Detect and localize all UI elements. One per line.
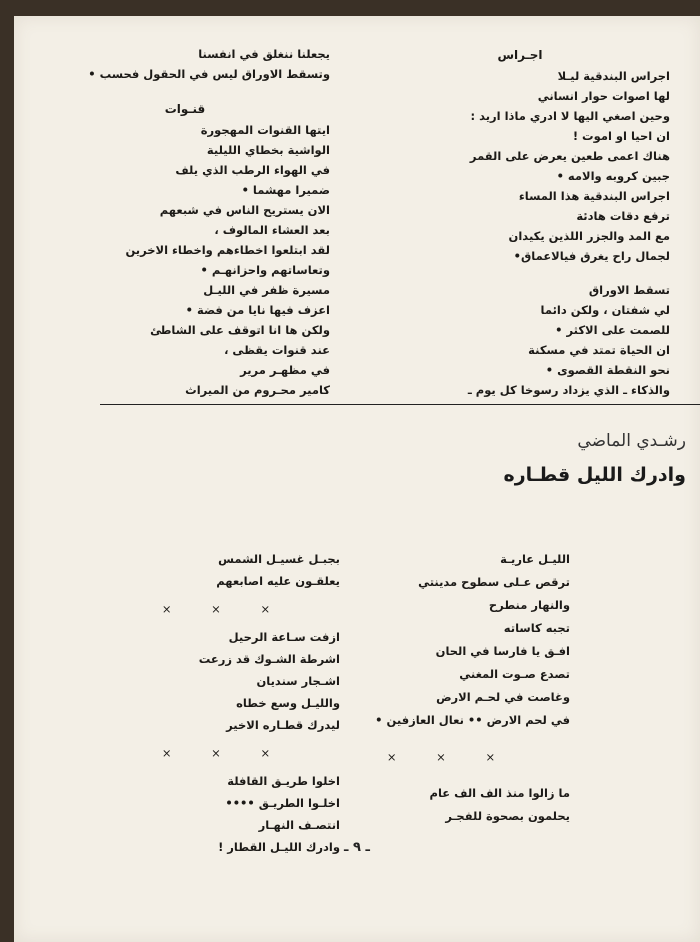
poem-line: والنهار منطرح (488, 598, 570, 612)
poem-line: اعزف فيها نايا من فضة • (185, 303, 330, 317)
document-page (14, 16, 700, 942)
poem-line: وتسقط الاوراق ليس في الحقول فحسب • (88, 67, 330, 81)
poem-line: ترقص عـلى سطوح مدينتي (418, 575, 570, 589)
poem-line: لها اصوات حوار انساني (537, 89, 670, 103)
poem-line: للصمت على الاكثر • (555, 323, 670, 337)
spacer (40, 84, 330, 98)
poem-line: ازفت سـاعة الرحيل (228, 630, 340, 644)
section-divider (100, 404, 700, 405)
poem-stanza-1 (330, 548, 570, 732)
poem-title: وادرك الليل قطـاره (503, 464, 686, 486)
poem-line: مسيرة ظفر في الليـل (203, 283, 330, 297)
author-name: رشـدي الماضي (577, 431, 686, 451)
poem-line: اخلوا طريـق القافلة (227, 774, 340, 788)
poem-line: يحلمون بصحوة للفجـر (445, 809, 570, 823)
poem-line: والذكاء ـ الذي يزداد رسوخا كل يوم ـ (467, 383, 670, 397)
poem-line: والليـل وسع خطاه (236, 696, 340, 710)
poem-tasqut (370, 300, 670, 400)
poem-line: اجراس البندقية هذا المساء (518, 189, 670, 203)
poem-stanza-2 (330, 782, 570, 828)
poem-line: ضميرا مهشما • (241, 183, 330, 197)
poem-line: وادرك الليـل القطار ! (218, 840, 340, 854)
poem-line: لجمال راح يغرق فيالاعماق• (513, 249, 670, 263)
poem-line: افـق يا فارسا في الحان (435, 644, 570, 658)
poem-line: ايتها القنوات المهجورة (200, 123, 330, 137)
column-bottom-left (110, 548, 340, 858)
poem-line: اخلـوا الطريـق •••• (225, 796, 340, 810)
poem-continuation (40, 44, 330, 84)
poem-line: تجبه كاساته (503, 621, 570, 635)
page-number: ـ ٩ ـ (344, 840, 370, 855)
poem-stanza-3 (110, 548, 340, 592)
poem-line: الليـل عاريـة (500, 552, 570, 566)
separator-marks: × × × (386, 750, 514, 764)
column-bottom-right (330, 548, 570, 828)
separator-marks: × × × (161, 602, 289, 616)
poem-line: كامير محـروم من الميراث (185, 383, 330, 397)
poem-line: في لحم الارض •• نعال العازفين • (375, 713, 570, 727)
poem-stanza-4 (110, 626, 340, 736)
poem-line: وغاصت في لحـم الارض (436, 690, 570, 704)
poem-line: الواشية بخطاي الليلية (206, 143, 330, 157)
poem-line: بعد العشاء المالوف ، (214, 223, 330, 237)
poem-line: مع المد والجزر اللذين يكيدان (508, 229, 670, 243)
poem-line: تصدع صـوت المغني (459, 667, 570, 681)
poem-ajras (370, 66, 670, 266)
poem-line: لقد ابتلعوا اخطاءهم واخطاء الاخرين (125, 243, 330, 257)
poem-line: ان الحياة تمتد في مسكنة (528, 343, 670, 357)
column-top-left (40, 44, 330, 400)
section-title-qanawat: قنـوات (164, 102, 206, 116)
column-top-right (370, 44, 670, 400)
section-title-ajras: اجـراس (497, 48, 543, 62)
poem-line: في الهواء الرطب الذي يلف (175, 163, 330, 177)
poem-line: اجراس البندقية ليـلا (557, 69, 670, 83)
spacer (330, 768, 570, 782)
poem-line: بجبـل غسيـل الشمس (218, 552, 340, 566)
poem-line: اشرطة الشـوك قد زرعت (198, 652, 340, 666)
poem-qanawat (40, 120, 330, 400)
spacer (330, 732, 570, 746)
spacer (370, 266, 670, 280)
poem-line: في مظهـر مرير (240, 363, 330, 377)
poem-line: ما زالوا منذ الف الف عام (429, 786, 570, 800)
poem-line: لي شفتان ، ولكن دائما (540, 303, 670, 317)
poem-line: وحين اصغي اليها لا ادري ماذا اريد : (470, 109, 670, 123)
separator-marks: × × × (161, 746, 289, 760)
poem-line: ان احيا او اموت ! (572, 129, 670, 143)
poem-line: وتعاساتهم واحزانهـم • (200, 263, 330, 277)
poem-line: يعلقـون عليه اصابعهم (216, 574, 340, 588)
section-title-tasqut: تسقط الاوراق (588, 283, 670, 297)
poem-line: يجعلنا ننغلق في انفسنا (198, 47, 330, 61)
poem-line: هناك اعمى طعين يعرض على القمر (469, 149, 670, 163)
poem-line: عند قنوات يقظى ، (224, 343, 330, 357)
poem-line: الان يستريح الناس في شبعهم (159, 203, 330, 217)
poem-line: اشـجار سنديان (256, 674, 340, 688)
poem-line: انتصـف النهـار (258, 818, 340, 832)
poem-line: جبين كروبه والامه • (556, 169, 670, 183)
poem-line: نحو النقطة القصوى • (545, 363, 670, 377)
poem-line: ترفع دقات هادئة (576, 209, 670, 223)
poem-line: ولكن ها انا اتوقف على الشاطئ (150, 323, 330, 337)
poem-line: ليدرك قطـاره الاخير (226, 718, 340, 732)
